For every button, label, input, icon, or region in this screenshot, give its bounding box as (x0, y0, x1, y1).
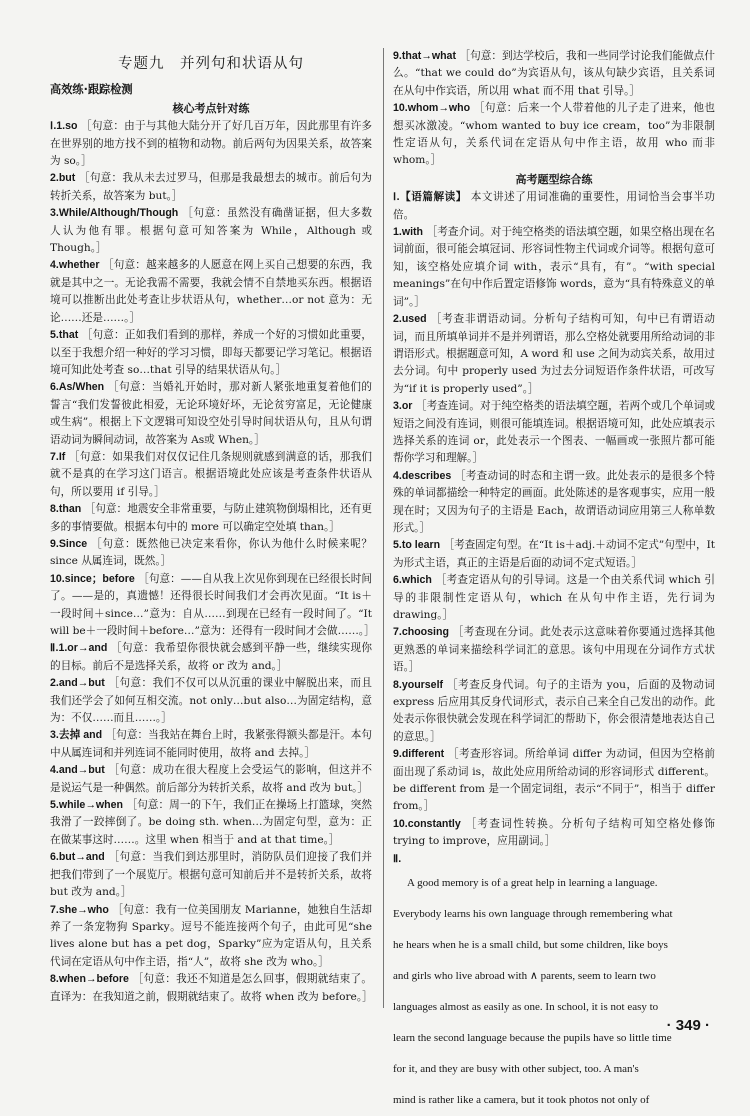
answer-item (50, 971, 372, 1006)
answer-key: Ⅰ.【语篇解读】 (393, 191, 467, 204)
answer-explanation: ［句意：由于与其他大陆分开了好几百万年，因此那里有许多在世界别的地方找不到的植物和动物。前后两句为因果关系，故答案为 so。］ (50, 120, 373, 168)
answer-key: 9.that→what (393, 50, 456, 62)
answer-key: 4.describes (393, 469, 452, 482)
answer-item (50, 849, 372, 901)
answer-item (50, 170, 372, 205)
answer-item (393, 189, 715, 224)
answer-item (50, 257, 372, 327)
answer-explanation: ［句意：周一的下午，我们正在操场上打篮球，突然我滑了一跤摔倒了。be doing sth. when…为固定句型，意为：正在做某事这时……。这里 when 相当于 and at that time。］ (50, 799, 372, 846)
answer-item (50, 727, 372, 762)
answer-item (393, 572, 715, 624)
answer-item (50, 205, 372, 257)
answer-key: 3.or (393, 400, 413, 413)
answer-key: 8.yourself (393, 678, 444, 691)
answer-explanation: ［考查反身代词。句子的主语为 you，后面的及物动词 express 后应用其反身代词形式，表示自己来全自己发出的动作。此处表示你很快就会发现在科学词汇的帮助下，你会很清楚地表达自己的意思。］ (393, 678, 715, 743)
answer-item (50, 640, 372, 675)
answer-explanation: ［句意：如果我们对仅仅记住几条规则就感到满意的话，那我们就不是真的在学习这门语言。根据语境此处应该是考查条件状语从句，所以要用 if 引导。］ (50, 450, 372, 498)
answer-explanation: ［句意：当婚礼开始时，那对新人紧张地重复着他们的誓言“我们发誓彼此相爱，无论环境好坏，无论贫穷富足，无论健康或生病”。根据上下文逻辑可知设空处引导时间状语从句，且从句谓语动词为瞬间动词，故答案为 As或 When。］ (50, 381, 372, 446)
answer-item (50, 571, 375, 641)
page-title: 专题九 并列句和状语从句 (118, 56, 304, 72)
answer-explanation: ［句意：我希望你很快就会感到平静一些，继续实现你的目标。前后不是选择关系，故将 or 改为 and。］ (50, 642, 373, 672)
answer-key: 8.when→before (50, 973, 129, 986)
answer-item (50, 449, 372, 501)
answer-key: Ⅰ.1.so (50, 120, 78, 133)
passage-line: for it, and they are busy with other subject, too. A man's (393, 1063, 639, 1076)
answer-key: 5.while→when (50, 799, 123, 812)
answer-explanation: ［考查词性转换。分析句子结构可知空格处修饰 trying to improve，应用副词。］ (393, 817, 716, 848)
answer-explanation: ［句意：当我站在舞台上时，我紧张得额头都是汗。本句中从属连词和并列连词不能同时使用，故将 and 去掉。］ (50, 729, 372, 759)
column-divider (383, 48, 384, 1008)
answer-explanation: ［句意：我还不知道是怎么回事，假期就结束了。直译为：在我知道之前，假期就结束了。故将 when 改为 before。］ (50, 973, 373, 1003)
answer-key: 4.and→but (50, 764, 105, 777)
answer-key: 9.different (393, 748, 445, 761)
section-heading: 高效练·跟踪检测 (50, 83, 133, 97)
answer-key: 4.whether (50, 259, 100, 272)
answer-key: 6.which (393, 574, 432, 587)
passage-line: he hears when he is a small child, but some children, like boys (393, 939, 668, 952)
answer-item (393, 624, 715, 676)
answer-item (393, 816, 715, 851)
answer-key: 7.If (50, 450, 66, 463)
answer-key: 6.but→and (50, 851, 105, 864)
answer-explanation: ［句意：后来一个人带着他的儿子走了进来，他也想买冰激凌。“whom wanted to buy ice cream，too”为非限制性定语从句，关系代词在定语从句中作主语，故用 who 而非 whom。］ (393, 102, 716, 167)
answer-explanation: ［考查现在分词。此处表示这意味着你要通过选择其他更熟悉的单词来描绘科学词汇的意思。该句中用现在分词作方式状语。］ (393, 626, 716, 674)
answer-key: 7.choosing (393, 626, 449, 639)
passage-line: mind is rather like a camera, but it took photos not only of (393, 1094, 650, 1107)
subsection-heading: 核心考点针对练 (172, 101, 250, 115)
answer-explanation: ［句意：我从未去过罗马，但那是我最想去的城市。前后句为转折关系，故答案为 but。］ (50, 172, 372, 202)
answer-item (393, 224, 715, 311)
answer-list-left (50, 118, 375, 1006)
answer-item (393, 746, 715, 816)
answer-explanation: ［考查连词。对于纯空格类的语法填空题，若两个或几个单词或短语之间没有连词，则很可能填连词。根据语境可知，此处应填表示选择关系的连词 or，此处表示一个图表、一幅画或一张照片都可能帮你学习和理解。］ (393, 400, 715, 465)
subsection-heading-2: 高考题型综合练 (515, 172, 593, 186)
passage-line: and girls who live abroad with ∧ parents, seem to learn two (393, 970, 656, 983)
passage-line: learn the second language because the pupils have so little time (393, 1032, 672, 1045)
answer-item (393, 311, 715, 398)
answer-explanation: ［句意：当我们到达那里时，消防队员们迎接了我们并把我们带到了一个展览厅。根据句意可知前后并不是转折关系，故将 but 改为 and。］ (50, 851, 373, 899)
passage-line: A good memory is of a great help in learning a language. (407, 877, 658, 890)
right-column (393, 48, 715, 1116)
answer-item (50, 327, 372, 379)
left-column (50, 48, 375, 1006)
answer-explanation: ［考查形容词。所给单词 differ 为动词，但因为空格前面出现了系动词 is，故此处应用所给动词的形容词形式 different。be different from 是一个固定词组，表示“不同于”，相当于 differ from。］ (393, 748, 716, 813)
answer-key: 2.and→but (50, 677, 105, 690)
answer-key: 2.used (393, 313, 427, 326)
answer-key: 9.Since (50, 537, 88, 550)
answer-explanation: ［句意：既然他已决定来看你，你认为他什么时候来呢？since 从属连词，既然。］ (50, 537, 373, 568)
passage-key: Ⅱ. (393, 852, 402, 865)
passage (393, 868, 715, 1116)
page-number: · 349 · (666, 1017, 710, 1034)
answer-explanation: ［句意：虽然没有确凿证据，但大多数人认为他有罪。根据句意可知答案为 While，Although 或 Though。］ (50, 207, 373, 255)
answer-key: 10.since；before (50, 572, 135, 585)
answer-item (50, 762, 372, 797)
answer-explanation: ［句意：我有一位美国朋友 Marianne，她独自生活却养了一条宠物狗 Sparky。逗号不能连接两个句子，由此可见“she lives alone but has a pet dog，Sparky”应为定语从句，且关系代词在定语从句中作主语，指“人”，故将 she 改为 who。］ (50, 903, 372, 968)
answer-explanation: ［句意：正如我们看到的那样，养成一个好的习惯如此重要，以至于我想介绍一种好的学习习惯，即每天都要记学习笔记。根据语境可知此处考查 so…that 引导的结果状语从句。］ (50, 329, 372, 376)
passage-line: Everybody learns his own language through remembering what (393, 908, 673, 921)
answer-explanation: ［考查固定句型。在“It is＋adj.＋动词不定式”句型中，It 为形式主语，真正的主语是后面的动词不定式短语。］ (393, 539, 716, 569)
answer-key: 10.whom→who (393, 102, 471, 115)
answer-explanation: ［句意：到达学校后，我和一些同学讨论我们能做点什么。“that we could do”为宾语从句，该从句缺少宾语，且关系词在从句中作宾语，所以用 what 而不用 that 引导。］ (393, 50, 716, 97)
answer-explanation: ［考查定语从句的引导词。这是一个由关系代词 which 引导的非限制性定语从句，which 在从句中作主语，先行词为 drawing。］ (393, 574, 715, 621)
answer-explanation: ［考查非谓语动词。分析句子结构可知，句中已有谓语动词，而且所填单词并不是并列谓语，那么空格处就要用所给动词的非谓语形式。根据题意可知，A word 和 use 之间为动宾关系，故用过去分词。句中 properly used 为过去分词短语作条件状语，可改写为“if it is properly used”。］ (393, 313, 716, 395)
answer-key: 2.but (50, 172, 76, 185)
answer-key: 3.去掉 and (50, 729, 103, 742)
answer-item (393, 48, 715, 100)
answer-list-right (393, 189, 715, 850)
answer-key: 10.constantly (393, 817, 461, 830)
answer-explanation: ［句意：越来越多的人愿意在网上买自己想要的东西，我就是其中之一。无论我需不需要，我就会情不自禁地买东西。根据语境可以推断出此处考查让步状语从句，whether…or not 意为：无论……还是……。］ (50, 259, 372, 324)
answer-key: 7.she→who (50, 903, 109, 916)
answer-explanation: 本文讲述了用词准确的重要性，用词恰当会事半功倍。 (393, 191, 716, 221)
answer-key: 3.While/Although/Though (50, 207, 179, 220)
answer-explanation: ［考查动词的时态和主谓一致。此处表示的是很多个特殊的单词都描绘一种特定的画面。此处陈述的是客观事实，应用一般现在时；又因为句子的主语是 Each，故谓语动词应用第三人称单数形式。］ (393, 469, 715, 534)
answer-item (50, 902, 372, 972)
answer-key: 8.than (50, 503, 82, 516)
answer-item (393, 398, 715, 468)
answer-key: 5.to learn (393, 539, 441, 552)
answer-explanation: ［考查介词。对于纯空格类的语法填空题，如果空格出现在名词前面，很可能会填冠词、形容词性物主代词或介词等。根据句意可知，该空格处应填介词 with，表示“具有，有”。“with special meanings”在句中作后置定语修饰 words，意为“具有特殊意义的单词”。］ (393, 226, 715, 308)
answer-item (393, 537, 715, 572)
answer-key: 5.that (50, 329, 79, 342)
answer-item (50, 675, 372, 727)
answer-item (393, 677, 715, 747)
answer-item (393, 100, 715, 170)
answer-item (50, 536, 372, 571)
answer-item (50, 797, 372, 849)
answer-key: 1.with (393, 226, 424, 239)
answer-explanation: ［句意：——自从我上次见你到现在已经很长时间了。——是的，真遗憾！还得很长时间我们才会再次见面。“It is＋一段时间＋since…”意为：自从……到现在已经有一段时间了。“It will be＋一段时间＋before…”意为：还得有一段时间才会做……。］ (50, 572, 375, 637)
answer-explanation: ［句意：我们不仅可以从沉重的课业中解脱出来，而且我们还学会了如何互相交流。not only…but also…为固定结构，意为：不仅……而且……。］ (50, 677, 373, 725)
answer-explanation: ［句意：成功在很大程度上会受运气的影响，但这并不是说运气是一种偶然。前后部分为转折关系，故将 and 改为 but。］ (50, 764, 373, 794)
answer-list-right-top (393, 48, 715, 170)
answer-item (393, 468, 715, 538)
answer-item (50, 118, 372, 170)
answer-explanation: ［句意：地震安全非常重要，与防止建筑物倒塌相比，还有更多的事情要做。根据本句中的 more 可以确定空处填 than。］ (50, 503, 372, 533)
answer-item (50, 379, 372, 449)
answer-item (50, 501, 372, 536)
answer-key: Ⅱ.1.or→and (50, 642, 108, 655)
answer-key: 6.As/When (50, 381, 105, 394)
passage-line: languages almost as easily as one. In school, it is not easy to (393, 1001, 659, 1014)
